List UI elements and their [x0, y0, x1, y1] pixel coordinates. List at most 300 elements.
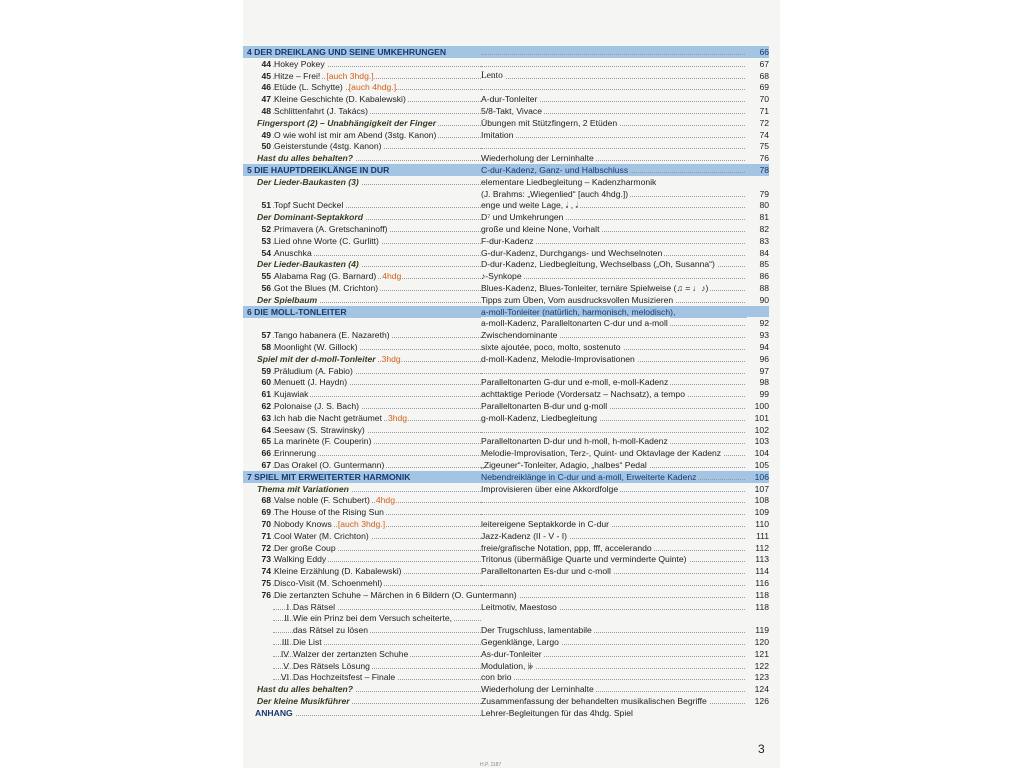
page-ref: 120: [747, 636, 769, 648]
dot-leader: [273, 715, 481, 716]
toc-entry: [243, 683, 769, 695]
entry-number: II: [284, 613, 289, 624]
entry-title-text: 7 SPIEL MIT ERWEITERTER HARMONIK: [247, 471, 411, 482]
hand-tag: 4hdg.: [375, 495, 398, 506]
entry-title-text: Die zertanzten Schuhe – Märchen in 6 Bildern (O. Guntermann): [274, 589, 517, 600]
entry-title-text: Kleine Erzählung (D. Kabalewski): [274, 566, 402, 577]
page-ref: 98: [747, 376, 769, 388]
entry-title: [274, 270, 404, 282]
toc-entry: [243, 648, 769, 660]
entry-description: 5/8-Takt, Vivace: [481, 106, 542, 116]
toc-entry: [243, 612, 769, 624]
entry-description: Zwischendominante: [481, 330, 558, 341]
page-ref: 118: [747, 601, 769, 613]
toc-entry: [243, 624, 769, 636]
entry-description: Lento: [481, 70, 503, 81]
entry-title-text: Das Hochzeitsfest – Finale: [293, 672, 396, 683]
entry-title-text: Cool Water (M. Crichton): [274, 530, 369, 541]
entry-description: Paralleltonarten G-dur und e-moll, e-moll-Kadenz: [481, 377, 669, 388]
entry-title: [255, 695, 352, 707]
dot-leader: [481, 373, 745, 374]
dot-leader: [481, 89, 745, 90]
entry-description: elementare Liedbegleitung – Kadenzharmonik: [481, 176, 657, 187]
entry-title: [274, 140, 383, 152]
entry-title: [274, 518, 385, 530]
entry-title-text: Nobody Knows: [274, 519, 332, 529]
entry-description: Jazz-Kadenz (II - V - I): [481, 530, 567, 541]
entry-title: [274, 435, 373, 447]
toc-entry: [243, 117, 769, 129]
entry-description: Melodie-Improvisation, Terz-, Quint- und Oktavlage der Kadenz: [481, 448, 722, 459]
entry-description: G-dur-Kadenz, Durchgangs- und Wechselnoten: [481, 247, 663, 258]
entry-title-text: 6 DIE MOLL-TONLEITER: [247, 306, 347, 317]
toc-entry: [243, 235, 769, 247]
toc-entry: [243, 671, 769, 683]
entry-title-text: Thema mit Variationen: [257, 483, 349, 494]
page-ref: 81: [747, 211, 769, 223]
entry-number: 71: [261, 530, 271, 541]
dot-leader: [481, 78, 745, 79]
entry-title-text: Ich hab die Nacht geträumet: [274, 412, 382, 423]
entry-title-text: Der Lieder-Baukasten (3): [257, 176, 359, 187]
entry-title-text: Fingersport (2) – Unabhängigkeit der Finger: [257, 117, 437, 128]
toc-entry: [243, 565, 769, 577]
page-ref: 72: [747, 117, 769, 129]
toc-entry: [243, 601, 769, 613]
entry-description: D⁷ und Umkehrungen: [481, 212, 564, 223]
page-ref: 71: [747, 105, 769, 117]
entry-description: Übungen mit Stützfingern, 2 Etüden: [481, 117, 618, 128]
page-ref: 79: [747, 188, 769, 200]
page-number: 3: [758, 742, 765, 756]
page-ref: 74: [747, 129, 769, 141]
entry-number: 61: [261, 389, 271, 400]
page-ref: 122: [747, 660, 769, 672]
entry-title: [274, 506, 386, 518]
entry-description: Paralleltonarten Es-dur und c-moll: [481, 566, 611, 577]
page-ref: 116: [747, 577, 769, 589]
entry-title-text: Spiel mit der d-moll-Tonleiter: [257, 353, 376, 364]
toc-entry: [243, 494, 769, 506]
entry-number: 74: [261, 566, 271, 577]
entry-title: [293, 648, 410, 660]
entry-description: freie/grafische Notation, ppp, fff, accelerando: [481, 542, 652, 553]
toc-entry: [243, 518, 769, 530]
page-ref: 108: [747, 494, 769, 506]
dot-leader: [481, 514, 745, 515]
entry-title-text: 4 DER DREIKLANG UND SEINE UMKEHRUNGEN: [247, 47, 447, 57]
entry-title: [247, 306, 349, 318]
toc-entry: [243, 435, 769, 447]
toc-entry: [243, 353, 769, 365]
entry-title-text: Etüde (L. Schytte): [274, 82, 343, 93]
dot-leader: [481, 66, 745, 67]
entry-title-text: Hast du alles behalten?: [257, 153, 353, 164]
toc-entry: [243, 530, 769, 542]
toc-entry: [243, 70, 769, 82]
entry-title-text: Das Rätsel: [293, 601, 336, 612]
page-ref: 105: [747, 459, 769, 471]
page-ref: 84: [747, 247, 769, 259]
entry-title-text: Topf Sucht Deckel: [274, 200, 344, 211]
page-ref: 102: [747, 424, 769, 436]
entry-number: 62: [261, 401, 271, 411]
entry-number: 54: [261, 247, 271, 258]
entry-title: [274, 58, 327, 70]
page-ref: 69: [747, 81, 769, 93]
toc-entry: [243, 81, 769, 93]
entry-description: ♪-Synkope: [481, 271, 522, 282]
entry-description: Der Trugschluss, lamentabile: [481, 625, 592, 636]
entry-title: [293, 601, 337, 613]
page-ref: 96: [747, 353, 769, 365]
entry-title: [293, 660, 372, 672]
entry-title-text: Der Spielbaum: [257, 294, 318, 305]
entry-description: D-dur-Kadenz, Liedbegleitung, Wechselbass („Oh, Susanna“): [481, 259, 715, 270]
entry-title: [293, 612, 454, 624]
entry-description: Paralleltonarten D-dur und h-moll, h-moll-Kadenz: [481, 436, 668, 447]
entry-title-text: Seesaw (S. Strawinsky): [274, 424, 365, 435]
entry-description: a-moll-Tonleiter (natürlich, harmonisch, melodisch),: [481, 306, 676, 317]
entry-title: [293, 671, 397, 683]
entry-number: I: [286, 601, 289, 612]
section-heading: [243, 164, 769, 176]
entry-number: 46: [261, 82, 271, 93]
entry-number: 52: [261, 224, 271, 234]
page-ref: 118: [747, 589, 769, 601]
page-ref: 104: [747, 447, 769, 459]
entry-title-text: Erinnerung: [274, 448, 317, 459]
toc-entry: [243, 388, 769, 400]
toc-entry: [243, 542, 769, 554]
page-ref: 101: [747, 412, 769, 424]
entry-title: [274, 530, 371, 542]
entry-title: [274, 199, 345, 211]
page-ref: 85: [747, 258, 769, 270]
entry-title-text: Geisterstunde (4stg. Kanon): [274, 141, 382, 152]
page-ref: 94: [747, 341, 769, 353]
toc-entry: [243, 152, 769, 164]
entry-description: große und kleine None, Vorhalt: [481, 224, 600, 234]
dot-leader: [481, 679, 745, 680]
page-ref: 99: [747, 388, 769, 400]
entry-title-text: Menuett (J. Haydn): [274, 377, 348, 388]
entry-description: A-dur-Tonleiter: [481, 94, 538, 105]
entry-description: sixte ajoutée, poco, molto, sostenuto: [481, 342, 621, 352]
entry-number: 55: [261, 271, 271, 282]
dot-leader: [481, 148, 745, 149]
page-ref: 97: [747, 365, 769, 377]
toc-entry: [243, 459, 769, 471]
entry-description: Leitmotiv, Maestoso: [481, 601, 557, 612]
toc-entry: [243, 211, 769, 223]
entry-title: [255, 152, 355, 164]
entry-title-text: O wie wohl ist mir am Abend (3stg. Kanon): [274, 129, 437, 140]
page-ref: 76: [747, 152, 769, 164]
entry-title: [274, 70, 374, 82]
toc-entry: [243, 376, 769, 388]
entry-title-text: Alabama Rag (G. Barnard): [274, 271, 377, 282]
entry-description: Tritonus (übermäßige Quarte und verminderte Quinte): [481, 554, 687, 565]
entry-title: [274, 577, 384, 589]
entry-title: [274, 223, 390, 235]
entry-description: „Zigeuner“-Tonleiter, Adagio, „halbes“ Pedal: [481, 460, 647, 470]
page-ref: 70: [747, 93, 769, 105]
page-ref: 114: [747, 565, 769, 577]
entry-description: Wiederholung der Lerninhalte: [481, 684, 594, 695]
entry-title-text: Das Orakel (O. Guntermann): [274, 460, 385, 470]
entry-description: Nebendreiklänge in C-dur und a-moll, Erweiterte Kadenz: [481, 471, 697, 482]
entry-number: 60: [261, 377, 271, 388]
entry-title: [255, 353, 403, 365]
page-ref: 106: [747, 471, 769, 483]
entry-number: 59: [261, 365, 271, 376]
page-ref: 112: [747, 542, 769, 554]
entry-number: 69: [261, 507, 271, 518]
page-ref: 68: [747, 70, 769, 82]
page-ref: 80: [747, 199, 769, 211]
entry-title-text: Walking Eddy: [274, 554, 327, 565]
entry-title-text: Moonlight (W. Gillock): [274, 342, 358, 352]
entry-description: enge und weite Lage, 𝅗𝅥 , 𝅗𝅥: [481, 200, 579, 211]
entry-title: [274, 565, 404, 577]
entry-title: [274, 235, 381, 247]
entry-number: 72: [261, 542, 271, 553]
toc-entry: [243, 341, 769, 353]
entry-title: [274, 447, 318, 459]
entry-title: [247, 46, 448, 58]
entry-description: C-dur-Kadenz, Ganz- und Halbschluss: [481, 165, 629, 175]
entry-title: [255, 117, 438, 129]
toc-entry: [243, 365, 769, 377]
entry-description: As-dur-Tonleiter: [481, 648, 542, 659]
page-ref: 111: [747, 530, 769, 542]
entry-number: 58: [261, 342, 271, 352]
entry-title: [274, 376, 349, 388]
entry-number: 75: [261, 578, 271, 588]
page-ref: 123: [747, 671, 769, 683]
page-ref: 90: [747, 294, 769, 306]
dot-leader: [481, 502, 745, 503]
entry-title-text: Kleine Geschichte (D. Kabalewski): [274, 94, 406, 105]
entry-title-text: Disco-Visit (M. Schoenmehl): [274, 578, 383, 588]
entry-title: [274, 589, 519, 601]
page-ref: 113: [747, 553, 769, 565]
page-ref: 109: [747, 506, 769, 518]
entry-title-text: Hitze – Frei!: [274, 70, 321, 81]
toc-entry: [243, 93, 769, 105]
entry-title: [274, 129, 438, 141]
entry-description: g-moll-Kadenz, Liedbegleitung: [481, 412, 598, 423]
entry-title-text: Schlittenfahrt (J. Takács): [274, 106, 368, 116]
hand-tag: [auch 3hdg.]: [326, 70, 374, 81]
entry-description: (J. Brahms: „Wiegenlied“ [auch 4hdg.]): [481, 188, 629, 199]
toc-entry: [243, 589, 769, 601]
entry-title: [247, 164, 391, 176]
dot-leader: [481, 137, 745, 138]
entry-number: 50: [261, 141, 271, 152]
toc-entry: [243, 553, 769, 565]
page-ref: 86: [747, 270, 769, 282]
toc-entry: [243, 270, 769, 282]
toc-entry: [243, 506, 769, 518]
toc-entry: [243, 483, 769, 495]
entry-title-text: Polonaise (J. S. Bach): [274, 401, 360, 411]
entry-number: 67: [261, 460, 271, 470]
entry-title: [255, 683, 355, 695]
toc-entry: [243, 424, 769, 436]
page-ref: 103: [747, 435, 769, 447]
entry-title-text: ANHANG: [255, 707, 293, 718]
entry-description: con brio: [481, 672, 512, 683]
entry-title: [274, 282, 380, 294]
entry-title-text: Der kleine Musikführer: [257, 696, 350, 706]
page-ref: 78: [747, 164, 769, 176]
page-ref: 82: [747, 223, 769, 235]
entry-title-text: Die List: [293, 637, 322, 647]
toc-entry: [243, 447, 769, 459]
entry-description: d-moll-Kadenz, Melodie-Improvisationen: [481, 353, 635, 364]
toc-entry: [243, 223, 769, 235]
entry-number: 66: [261, 448, 271, 459]
entry-number: 73: [261, 554, 271, 565]
dot-leader: [481, 432, 745, 433]
entry-number: 70: [261, 519, 271, 529]
entry-title-text: Tango habanera (E. Nazareth): [274, 330, 390, 341]
entry-number: V: [283, 660, 289, 671]
entry-number: 57: [261, 330, 271, 341]
page-ref: 126: [747, 695, 769, 707]
entry-title: [255, 176, 361, 188]
page-ref: 75: [747, 140, 769, 152]
section-heading: [243, 46, 769, 58]
toc-entry: [243, 636, 769, 648]
toc-entry: [243, 707, 769, 719]
entry-title: [293, 624, 370, 636]
entry-title-text: Der Dominant-Septakkord: [257, 212, 364, 223]
entry-title-text: Got the Blues (M. Crichton): [274, 283, 379, 293]
toc-entry: [243, 140, 769, 152]
entry-number: 45: [261, 70, 271, 81]
section-heading: [243, 471, 769, 483]
entry-number: 68: [261, 495, 271, 506]
entry-title-text: La marinète (F. Couperin): [274, 436, 372, 447]
entry-title: [255, 258, 361, 270]
entry-title: [274, 494, 397, 506]
toc-entry: [243, 199, 769, 211]
page-ref: 100: [747, 400, 769, 412]
entry-number: 56: [261, 283, 271, 293]
entry-title-text: Lied ohne Worte (C. Gurlitt): [274, 235, 379, 246]
entry-title: [274, 105, 370, 117]
toc-entry: [243, 660, 769, 672]
entry-description: Lehrer-Begleitungen für das 4hdg. Spiel: [481, 707, 633, 718]
entry-title-text: das Rätsel zu lösen: [293, 625, 368, 636]
page-ref: 92: [747, 317, 769, 329]
entry-title: [274, 81, 396, 93]
toc-entry: [243, 317, 769, 329]
entry-number: 65: [261, 436, 271, 447]
entry-title-text: Hokey Pokey: [274, 58, 325, 69]
entry-title: [274, 93, 408, 105]
toc-entry: [243, 412, 769, 424]
page-ref: 110: [747, 518, 769, 530]
page-ref: 67: [747, 58, 769, 70]
entry-title: [247, 471, 412, 483]
entry-description: a-moll-Kadenz, Paralleltonarten C-dur und a-moll: [481, 318, 668, 329]
entry-title-text: Kujawiak: [274, 389, 309, 400]
page-ref: 88: [747, 282, 769, 294]
entry-title: [293, 636, 324, 648]
entry-description: Imitation: [481, 129, 514, 140]
entry-title-text: Präludium (A. Fabio): [274, 365, 353, 376]
page-ref: 119: [747, 624, 769, 636]
entry-description: Modulation, 𝄫: [481, 660, 533, 671]
entry-number: III: [281, 637, 289, 647]
page-ref: 107: [747, 483, 769, 495]
entry-title-text: The House of the Rising Sun: [274, 507, 384, 518]
entry-title: [255, 294, 319, 306]
toc-entry: [243, 258, 769, 270]
toc-entry: [243, 58, 769, 70]
entry-title: [274, 247, 314, 259]
entry-title-text: Anuschka: [274, 247, 312, 258]
toc-entry: [243, 105, 769, 117]
entry-title-text: Hast du alles behalten?: [257, 684, 353, 695]
entry-title: [255, 211, 365, 223]
entry-number: 47: [261, 94, 271, 105]
entry-number: IV: [280, 648, 289, 659]
entry-title: [255, 483, 351, 495]
hand-tag: [auch 3hdg.]: [337, 519, 386, 529]
entry-number: 49: [261, 129, 271, 140]
entry-description: Improvisieren über eine Akkordfolge: [481, 483, 619, 494]
hand-tag: [auch 4hdg.]: [348, 82, 397, 93]
entry-title: [274, 400, 361, 412]
footer-code: H.P. 1187: [480, 762, 502, 768]
entry-description: Wiederholung der Lerninhalte: [481, 153, 594, 164]
entry-title: [274, 553, 328, 565]
toc-entry: [243, 329, 769, 341]
entry-number: VI: [280, 672, 289, 683]
entry-number: 48: [261, 106, 271, 116]
entry-title-text: Valse noble (F. Schubert): [274, 495, 370, 506]
toc-entry: [243, 247, 769, 259]
entry-description: achttaktige Periode (Vordersatz – Nachsatz), a tempo: [481, 389, 685, 400]
entry-title: [274, 542, 338, 554]
entry-title-text: Der große Coup: [274, 542, 336, 553]
hand-tag: 3hdg.: [387, 412, 410, 423]
entry-title-text: Des Rätsels Lösung: [293, 660, 370, 671]
dot-leader: [481, 597, 745, 598]
entry-description: Blues-Kadenz, Blues-Tonleiter, ternäre Spielweise (♫ = ♩♪): [481, 283, 709, 293]
dot-leader: [481, 585, 745, 586]
page-ref: 121: [747, 648, 769, 660]
page-ref: 93: [747, 329, 769, 341]
entry-title: [274, 412, 409, 424]
toc-entry: [243, 400, 769, 412]
section-heading: [243, 306, 769, 318]
entry-title: [274, 329, 392, 341]
book-page: [243, 0, 780, 768]
entry-description: Paralleltonarten B-dur und g-moll: [481, 401, 608, 411]
entry-title: [274, 424, 367, 436]
entry-description: Zusammenfassung der behandelten musikalischen Begriffe: [481, 696, 707, 706]
entry-number: 51: [261, 200, 271, 211]
toc-entry: [243, 294, 769, 306]
entry-number: 64: [261, 424, 271, 435]
entry-title: [274, 341, 360, 353]
